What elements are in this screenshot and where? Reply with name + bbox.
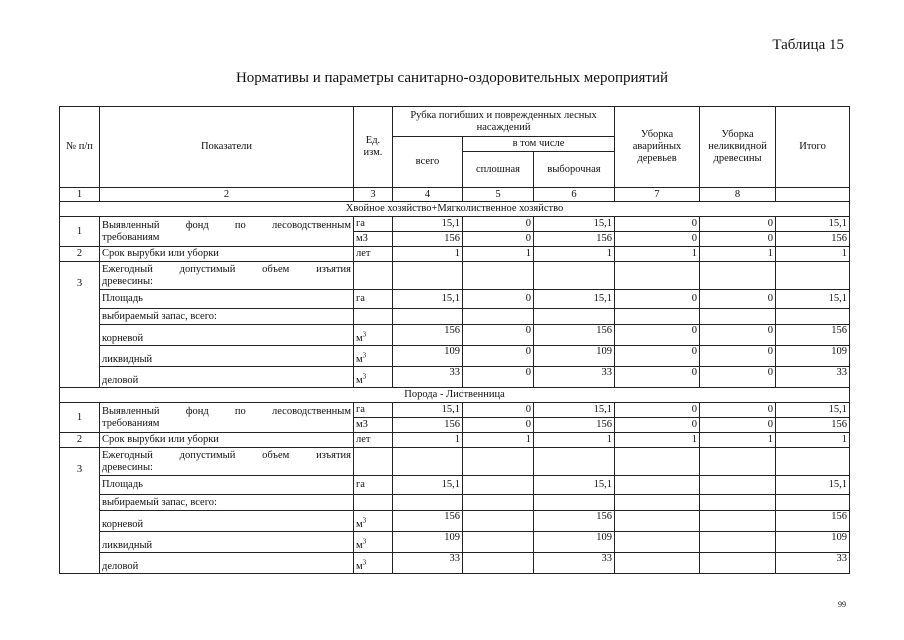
empty-cell [700, 309, 776, 325]
empty-cell [700, 495, 776, 511]
page-number: 99 [838, 600, 846, 609]
business-label: деловой [100, 553, 354, 574]
section-title: Хвойное хозяйство+Мягколиственное хозяйство [60, 202, 850, 217]
header-illiquid: Уборка неликвидной древесины [700, 107, 776, 188]
empty-cell [463, 262, 534, 290]
value-cell: 1 [463, 433, 534, 448]
value-cell: 156 [534, 418, 615, 433]
fund-row-ga [60, 403, 850, 418]
value-cell: 15,1 [393, 476, 463, 495]
value-cell: 15,1 [776, 403, 850, 418]
value-cell: 156 [393, 418, 463, 433]
empty-cell [393, 262, 463, 290]
column-number-cell: 7 [615, 188, 700, 202]
empty-cell [615, 309, 700, 325]
value-cell: 156 [776, 232, 850, 247]
root-row [60, 325, 850, 346]
empty-cell [393, 309, 463, 325]
value-cell: 1 [700, 247, 776, 262]
header-total-cut: всего [393, 137, 463, 188]
fund-label-line1: Выявленный фонд по лесоводственным [102, 405, 351, 417]
root-label: корневой [100, 325, 354, 346]
value-cell: 0 [615, 325, 700, 346]
header-cutting: Рубка погибших и поврежденных лесных насаждений [393, 107, 615, 137]
value-cell: 0 [615, 346, 700, 367]
empty-cell [534, 309, 615, 325]
value-cell: 15,1 [393, 403, 463, 418]
empty-cell [393, 448, 463, 476]
column-number-cell: 4 [393, 188, 463, 202]
value-cell: 0 [700, 418, 776, 433]
value-cell [615, 476, 700, 495]
column-number-cell [776, 188, 850, 202]
annual-label-line2: древесины: [102, 461, 153, 473]
area-row [60, 476, 850, 495]
annual-label-line2: древесины: [102, 275, 153, 287]
value-cell: 0 [463, 418, 534, 433]
business-row [60, 553, 850, 574]
value-cell: 0 [615, 418, 700, 433]
annual-row [60, 448, 850, 476]
fund-row-ga [60, 217, 850, 232]
value-cell: 156 [534, 325, 615, 346]
column-number-cell: 3 [354, 188, 393, 202]
section-title-row [60, 202, 850, 217]
value-cell: 0 [700, 367, 776, 388]
unit-cell [354, 532, 393, 553]
header-indicator: Показатели [100, 107, 354, 188]
unit-cell: га [354, 403, 393, 418]
value-cell: 0 [463, 367, 534, 388]
value-cell: 0 [463, 325, 534, 346]
fund-label-line1: Выявленный фонд по лесоводственным [102, 219, 351, 231]
value-cell: 156 [393, 232, 463, 247]
empty-cell [354, 262, 393, 290]
value-cell: 156 [776, 418, 850, 433]
value-cell: 15,1 [534, 403, 615, 418]
unit-cell: м3 [354, 232, 393, 247]
area-label: Площадь [100, 476, 354, 495]
value-cell: 1 [393, 247, 463, 262]
empty-cell [354, 448, 393, 476]
stock-label: выбираемый запас, всего: [100, 309, 354, 325]
header-clear: сплошная [463, 152, 534, 188]
value-cell [463, 553, 534, 574]
value-cell: 1 [534, 247, 615, 262]
liquid-label: ликвидный [100, 532, 354, 553]
empty-cell [615, 448, 700, 476]
value-cell: 0 [615, 217, 700, 232]
fund-label-line2: требованиям [102, 231, 160, 243]
header-emergency: Уборка аварийных деревьев [615, 107, 700, 188]
unit-cell: лет [354, 433, 393, 448]
empty-cell [534, 495, 615, 511]
term-row [60, 433, 850, 448]
annual-label-line1: Ежегодный допустимый объем изъятия [102, 263, 351, 275]
unit-text: м [356, 540, 363, 551]
value-cell [615, 532, 700, 553]
value-cell: 0 [700, 290, 776, 309]
unit-superscript: 3 [362, 537, 367, 546]
unit-cell [354, 511, 393, 532]
section-title: Порода - Лиственница [60, 388, 850, 403]
value-cell: 15,1 [534, 290, 615, 309]
empty-cell [354, 309, 393, 325]
value-cell: 0 [615, 290, 700, 309]
fund-label [100, 403, 354, 433]
empty-cell [615, 262, 700, 290]
liquid-row [60, 346, 850, 367]
table-number-label: Таблица 15 [772, 37, 844, 53]
value-cell: 15,1 [776, 290, 850, 309]
value-cell: 33 [776, 553, 850, 574]
value-cell: 109 [534, 346, 615, 367]
value-cell: 0 [463, 217, 534, 232]
header-num: № п/п [60, 107, 100, 188]
header-sum: Итого [776, 107, 850, 188]
value-cell: 156 [393, 511, 463, 532]
stock-row [60, 495, 850, 511]
fund-label [100, 217, 354, 247]
annual-label [100, 262, 354, 290]
value-cell: 0 [615, 367, 700, 388]
value-cell: 1 [776, 247, 850, 262]
value-cell: 1 [700, 433, 776, 448]
value-cell: 15,1 [534, 476, 615, 495]
value-cell: 0 [700, 403, 776, 418]
empty-cell [393, 495, 463, 511]
value-cell [615, 553, 700, 574]
unit-cell: га [354, 290, 393, 309]
empty-cell [700, 448, 776, 476]
unit-superscript: 3 [362, 330, 367, 339]
stock-label: выбираемый запас, всего: [100, 495, 354, 511]
value-cell: 109 [534, 532, 615, 553]
column-number-cell: 2 [100, 188, 354, 202]
column-number-cell: 8 [700, 188, 776, 202]
stock-row [60, 309, 850, 325]
unit-cell: лет [354, 247, 393, 262]
unit-text: м [356, 519, 363, 530]
value-cell: 0 [700, 217, 776, 232]
row-number: 3 [60, 262, 100, 388]
value-cell: 109 [393, 346, 463, 367]
norms-table [59, 106, 850, 574]
column-number-cell: 1 [60, 188, 100, 202]
value-cell [463, 476, 534, 495]
unit-text: м [356, 375, 363, 386]
area-row [60, 290, 850, 309]
unit-text: м [356, 333, 363, 344]
empty-cell [463, 309, 534, 325]
annual-label-line1: Ежегодный допустимый объем изъятия [102, 449, 351, 461]
liquid-label: ликвидный [100, 346, 354, 367]
column-number-cell: 5 [463, 188, 534, 202]
business-label: деловой [100, 367, 354, 388]
unit-superscript: 3 [362, 558, 367, 567]
value-cell: 0 [700, 346, 776, 367]
value-cell: 156 [534, 232, 615, 247]
value-cell: 0 [700, 232, 776, 247]
empty-cell [700, 262, 776, 290]
business-row [60, 367, 850, 388]
value-cell: 15,1 [393, 217, 463, 232]
unit-text: м [356, 354, 363, 365]
term-label: Срок вырубки или уборки [100, 433, 354, 448]
value-cell [700, 511, 776, 532]
root-label: корневой [100, 511, 354, 532]
column-numbers-row [60, 188, 850, 202]
value-cell: 0 [700, 325, 776, 346]
value-cell: 0 [615, 232, 700, 247]
row-number: 1 [60, 217, 100, 247]
row-number: 2 [60, 247, 100, 262]
empty-cell [463, 448, 534, 476]
empty-cell [463, 495, 534, 511]
annual-label [100, 448, 354, 476]
column-number-cell: 6 [534, 188, 615, 202]
unit-cell: м3 [354, 418, 393, 433]
value-cell: 1 [463, 247, 534, 262]
unit-cell: га [354, 476, 393, 495]
root-row [60, 511, 850, 532]
value-cell: 0 [615, 403, 700, 418]
value-cell: 156 [776, 511, 850, 532]
unit-cell [354, 325, 393, 346]
value-cell: 156 [534, 511, 615, 532]
header-including: в том числе [463, 137, 615, 152]
empty-cell [776, 448, 850, 476]
fund-label-line2: требованиям [102, 417, 160, 429]
value-cell: 15,1 [393, 290, 463, 309]
value-cell: 15,1 [776, 476, 850, 495]
annual-row [60, 262, 850, 290]
value-cell: 1 [534, 433, 615, 448]
unit-cell [354, 346, 393, 367]
value-cell: 109 [776, 346, 850, 367]
value-cell: 1 [615, 433, 700, 448]
value-cell [615, 511, 700, 532]
value-cell: 156 [393, 325, 463, 346]
value-cell: 0 [463, 232, 534, 247]
empty-cell [776, 262, 850, 290]
value-cell: 156 [776, 325, 850, 346]
value-cell: 15,1 [534, 217, 615, 232]
value-cell: 1 [776, 433, 850, 448]
empty-cell [534, 262, 615, 290]
value-cell: 33 [393, 367, 463, 388]
unit-cell [354, 553, 393, 574]
row-number: 2 [60, 433, 100, 448]
value-cell: 0 [463, 403, 534, 418]
value-cell: 15,1 [776, 217, 850, 232]
document-title: Нормативы и параметры санитарно-оздоровительных мероприятий [235, 70, 669, 86]
empty-cell [776, 309, 850, 325]
unit-superscript: 3 [362, 516, 367, 525]
value-cell: 109 [776, 532, 850, 553]
unit-cell [354, 367, 393, 388]
value-cell: 1 [615, 247, 700, 262]
liquid-row [60, 532, 850, 553]
value-cell: 109 [393, 532, 463, 553]
value-cell [700, 476, 776, 495]
value-cell [700, 532, 776, 553]
value-cell: 0 [463, 290, 534, 309]
table-body [60, 107, 850, 574]
unit-text: м [356, 561, 363, 572]
value-cell: 33 [534, 367, 615, 388]
term-label: Срок вырубки или уборки [100, 247, 354, 262]
row-number: 3 [60, 448, 100, 574]
value-cell: 33 [776, 367, 850, 388]
area-label: Площадь [100, 290, 354, 309]
value-cell: 33 [534, 553, 615, 574]
value-cell: 0 [463, 346, 534, 367]
empty-cell [354, 495, 393, 511]
header-unit: Ед. изм. [354, 107, 393, 188]
value-cell [700, 553, 776, 574]
section-title-row [60, 388, 850, 403]
unit-superscript: 3 [362, 372, 367, 381]
value-cell [463, 511, 534, 532]
term-row [60, 247, 850, 262]
value-cell: 1 [393, 433, 463, 448]
row-number: 1 [60, 403, 100, 433]
value-cell [463, 532, 534, 553]
empty-cell [615, 495, 700, 511]
header-selective: выборочная [534, 152, 615, 188]
empty-cell [534, 448, 615, 476]
unit-cell: га [354, 217, 393, 232]
unit-superscript: 3 [362, 351, 367, 360]
value-cell: 33 [393, 553, 463, 574]
empty-cell [776, 495, 850, 511]
